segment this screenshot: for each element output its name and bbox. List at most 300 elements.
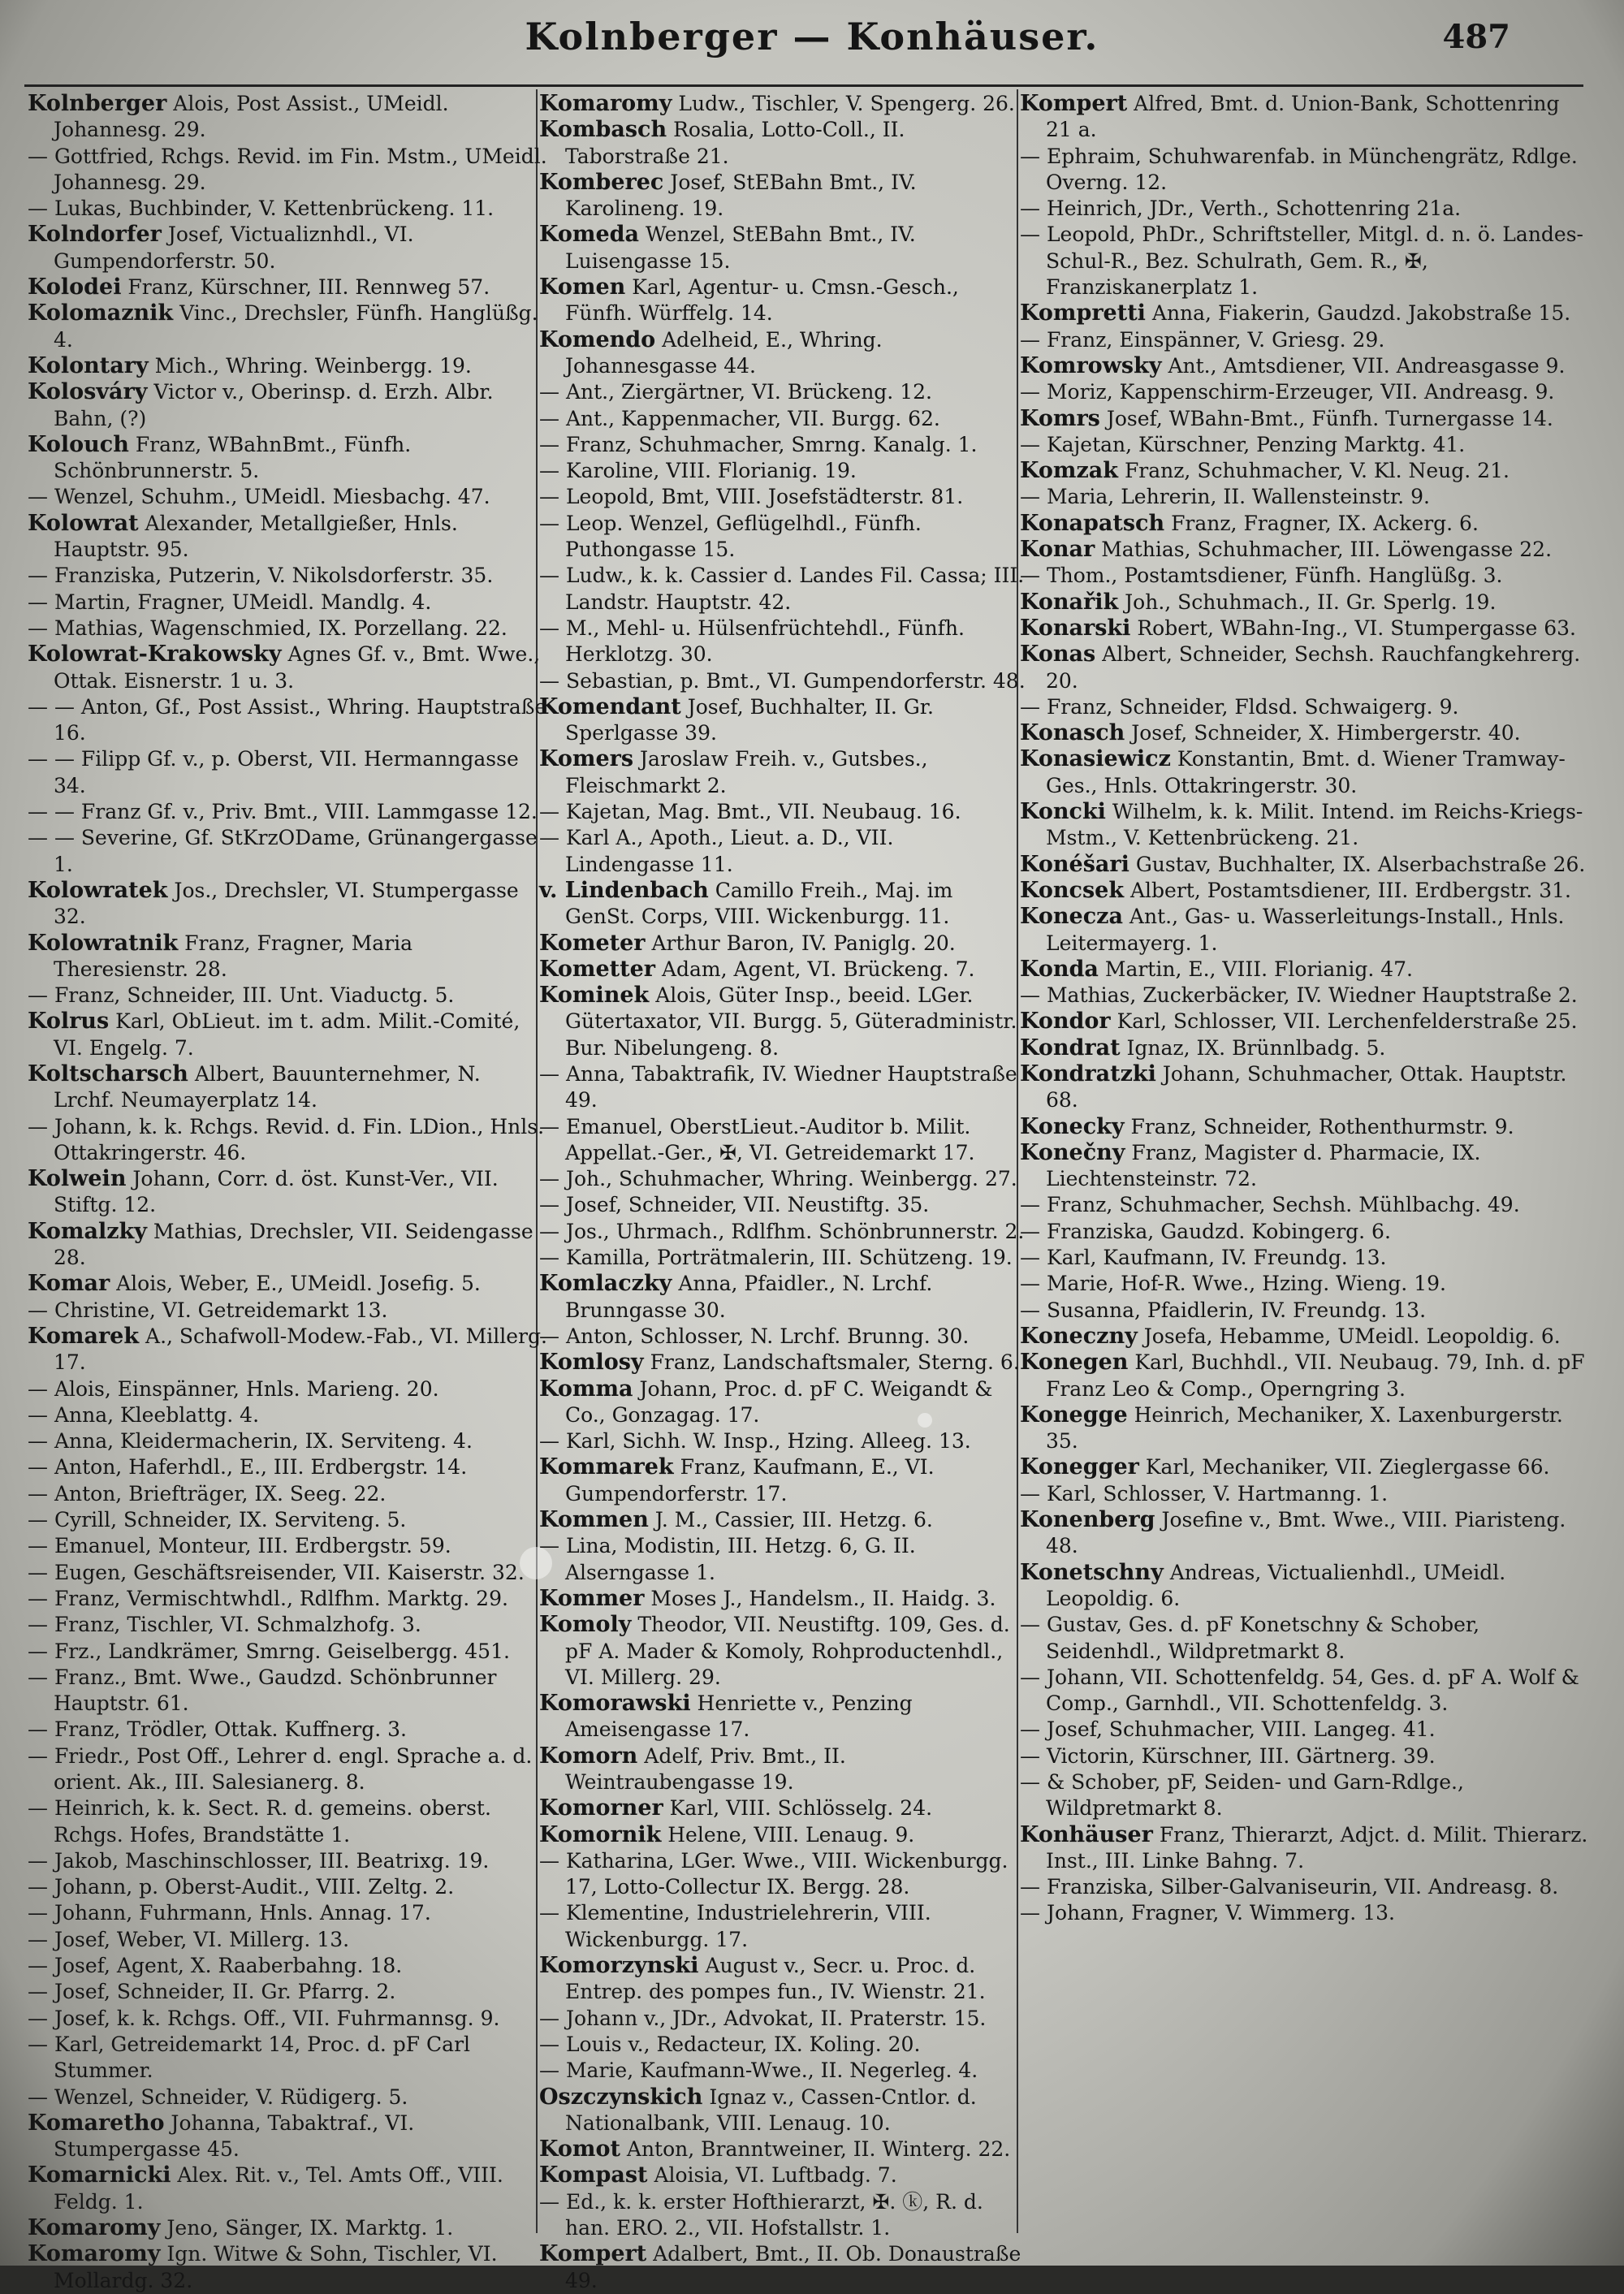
directory-entry (1020, 1219, 1588, 1245)
entry-text: — Maria, Lehrerin, II. Wallensteinstr. 9. (1020, 485, 1430, 509)
directory-entry (539, 2058, 1026, 2084)
directory-entry (1020, 852, 1588, 878)
entry-surname: Kolomaznik (28, 300, 174, 326)
entry-text: Joh., Schuhmach., II. Gr. Sperlg. 19. (1125, 590, 1497, 614)
entry-text: — Karl, Getreidemarkt 14, Proc. d. pF Carl Stummer. (28, 2032, 471, 2083)
directory-entry (28, 1717, 547, 1743)
entry-text: Albert, Bauunternehmer, N. Lrchf. Neumayerplatz 14. (54, 1061, 481, 1112)
directory-entry (1020, 1061, 1588, 1114)
entry-text: — Marie, Kaufmann-Wwe., II. Negerleg. 4. (539, 2059, 978, 2083)
entry-text: — Friedr., Post Off., Lehrer d. engl. Sprache a. d. orient. Ak., III. Salesianerg. 8. (28, 1743, 533, 1794)
entry-surname: Kolouch (28, 431, 129, 457)
entry-text: — Victorin, Kürschner, III. Gärtnerg. 39. (1020, 1743, 1436, 1768)
entry-surname: Kommarek (539, 1454, 674, 1480)
directory-entry (28, 694, 547, 747)
entry-text: — Jos., Uhrmach., Rdlfhm. Schönbrunnerstr. 2. (539, 1219, 1025, 1243)
entry-text: — Franz, Tischler, VI. Schmalzhofg. 3. (28, 1613, 421, 1637)
entry-surname: Konenberg (1020, 1507, 1155, 1533)
directory-entry (28, 2032, 547, 2084)
entry-surname: Komma (539, 1376, 633, 1402)
entry-surname: Komers (539, 746, 634, 772)
entry-text: Konstantin, Bmt. d. Wiener Tramway-Ges., Hnls. Ottakringerstr. 30. (1046, 747, 1566, 797)
directory-entry (28, 746, 547, 799)
directory-entry (28, 196, 547, 222)
entry-text: — Lukas, Buchbinder, V. Kettenbrückeng. 11. (28, 197, 495, 221)
entry-text: Alois, Güter Insp., beeid. LGer. Gütertaxator, VII. Burgg. 5, Güteradministr. Bur. Nibelungeng. 8. (565, 983, 1017, 1060)
directory-entry (1020, 1245, 1588, 1271)
directory-entry (28, 1795, 547, 1848)
directory-entry (1020, 327, 1588, 353)
entry-surname: Komoly (539, 1612, 632, 1638)
column-1 (28, 91, 547, 2292)
directory-entry (28, 878, 547, 931)
paper-stain (520, 1547, 552, 1579)
entry-text: Camillo Freih., Maj. im GenSt. Corps, VIII. Wickenburgg. 11. (565, 878, 953, 929)
directory-entry (28, 799, 547, 825)
entry-text: — Josef, Weber, VI. Millerg. 13. (28, 1927, 350, 1951)
entry-surname: Komorzynski (539, 1953, 699, 1979)
entry-text: Martin, E., VIII. Florianig. 47. (1104, 957, 1413, 981)
entry-text: — Anna, Tabaktrafik, IV. Wiedner Hauptstraße 49. (539, 1061, 1017, 1112)
entry-text: — Eugen, Geschäftsreisender, VII. Kaiserstr. 32. (28, 1560, 525, 1584)
entry-text: Wenzel, StEBahn Bmt., IV. Luisengasse 15. (565, 222, 916, 273)
entry-text: Ignaz, IX. Brünnlbadg. 5. (1126, 1035, 1386, 1060)
entry-text: — Ludw., k. k. Cassier d. Landes Fil. Cassa; III. Landstr. Hauptstr. 42. (539, 564, 1025, 614)
directory-entry (1020, 1324, 1588, 1350)
directory-entry (1020, 1114, 1588, 1140)
directory-entry (1020, 196, 1588, 222)
entry-text: Karl, Mechaniker, VII. Zieglergasse 66. (1145, 1455, 1550, 1480)
directory-entry (1020, 1769, 1588, 1822)
entry-text: — Kajetan, Kürschner, Penzing Marktg. 41. (1020, 432, 1466, 456)
directory-entry (539, 511, 1026, 564)
directory-entry (28, 1271, 547, 1297)
directory-entry (28, 2241, 547, 2294)
entry-surname: Komlaczky (539, 1271, 672, 1297)
entry-surname: Konarski (1020, 615, 1131, 641)
entry-text: — Franziska, Silber-Galvaniseurin, VII. Andreasg. 8. (1020, 1875, 1559, 1899)
entry-surname: Komzak (1020, 458, 1118, 484)
entry-text: — Josef, Schneider, II. Gr. Pfarrg. 2. (28, 1980, 396, 2004)
entry-text: Josef, Victualiznhdl., VI. Gumpendorferstr. 50. (54, 222, 414, 273)
entry-text: Franz, Schuhmacher, V. Kl. Neug. 21. (1124, 459, 1510, 483)
directory-entry (1020, 1900, 1588, 1926)
entry-text: — Ant., Ziergärtner, VI. Brückeng. 12. (539, 380, 932, 404)
entry-text: Johann, Proc. d. pF C. Weigandt & Co., Gonzagag. 17. (565, 1376, 993, 1427)
entry-text: Jaroslaw Freih. v., Gutsbes., Fleischmarkt 2. (565, 747, 928, 797)
directory-entry (1020, 300, 1588, 326)
entry-text: Alex. Rit. v., Tel. Amts Off., VIII. Feldg. 1. (54, 2163, 503, 2214)
directory-entry (28, 1953, 547, 1979)
entry-text: — Ant., Kappenmacher, VII. Burgg. 62. (539, 406, 940, 430)
entry-text: Karl, Schlosser, VII. Lerchenfelderstraße 25. (1116, 1009, 1578, 1034)
entry-text: — Emanuel, Monteur, III. Erdbergstr. 59. (28, 1534, 451, 1558)
directory-entry (28, 1166, 547, 1219)
entry-surname: Konasiewicz (1020, 746, 1171, 772)
directory-entry (1020, 1560, 1588, 1613)
directory-entry (1020, 537, 1588, 563)
directory-entry (539, 2162, 1026, 2188)
entry-surname: Komar (28, 1271, 110, 1297)
directory-entry (539, 878, 1026, 931)
directory-entry (1020, 432, 1588, 458)
entry-surname: Kolndorfer (28, 222, 162, 248)
entry-surname: Kometer (539, 930, 646, 956)
directory-entry (539, 222, 1026, 274)
entry-surname: Komendant (539, 693, 681, 719)
entry-text: — Gustav, Ges. d. pF Konetschny & Schober, Seidenhdl., Wildpretmarkt 8. (1020, 1613, 1480, 1663)
directory-entry (539, 931, 1026, 957)
page-title: Kolnberger — Konhäuser. (525, 15, 1099, 58)
directory-entry (28, 1376, 547, 1402)
directory-entry (1020, 511, 1588, 537)
entry-surname: Kondrat (1020, 1035, 1121, 1061)
entry-surname: Kolowrat (28, 510, 139, 536)
directory-entry (539, 799, 1026, 825)
entry-surname: Kommer (539, 1585, 645, 1611)
directory-entry (539, 2084, 1026, 2137)
entry-surname: Komalzky (28, 1218, 147, 1244)
entry-text: — Franz, Trödler, Ottak. Kuffnerg. 3. (28, 1717, 408, 1742)
entry-surname: Konar (1020, 537, 1095, 563)
entry-text: Ant., Gas- u. Wasserleitungs-Install., Hnls. Leitermayerg. 1. (1046, 905, 1565, 955)
entry-text: — Karl A., Apoth., Lieut. a. D., VII. Lindengasse 11. (539, 826, 894, 876)
entry-text: — Johann, Fuhrmann, Hnls. Annag. 17. (28, 1901, 431, 1925)
entry-text: Adelheid, E., Whring. Johannesgasse 44. (565, 327, 883, 378)
directory-entry (1020, 353, 1588, 379)
entry-surname: Kolnberger (28, 91, 167, 116)
entry-text: Adalbert, Bmt., II. Ob. Donaustraße 49. (565, 2242, 1021, 2292)
entry-text: — M., Mehl- u. Hülsenfrüchtehdl., Fünfh. Herklotzg. 30. (539, 616, 965, 667)
directory-entry (28, 1612, 547, 1638)
entry-text: — Marie, Hof-R. Wwe., Hzing. Wieng. 19. (1020, 1272, 1446, 1296)
directory-entry (1020, 144, 1588, 197)
entry-text: — Franz, Vermischtwhdl., Rdlfhm. Marktg. 29. (28, 1586, 508, 1610)
entry-text: — Franz, Schneider, III. Unt. Viaductg. 5. (28, 983, 455, 1008)
entry-text: — Emanuel, OberstLieut.-Auditor b. Milit. Appellat.-Ger., ✠, VI. Getreidemarkt 17. (539, 1114, 975, 1164)
entry-text: — Alois, Einspänner, Hnls. Marieng. 20. (28, 1376, 439, 1401)
entry-text: — — Severine, Gf. StKrzODame, Grünangergasse 1. (28, 826, 538, 876)
directory-entry (539, 983, 1026, 1061)
directory-entry (539, 1900, 1026, 1953)
entry-text: — Susanna, Pfaidlerin, IV. Freundg. 13. (1020, 1298, 1427, 1322)
entry-text: Robert, WBahn-Ing., VI. Stumpergasse 63. (1137, 616, 1576, 640)
directory-entry (539, 484, 1026, 510)
directory-entry (1020, 406, 1588, 432)
entry-text: Alois, Post Assist., UMeidl. Johannesg. 29. (54, 92, 449, 142)
directory-entry (539, 379, 1026, 405)
entry-text: Wilhelm, k. k. Milit. Intend. im Reichs-Kriegs-Mstm., V. Kettenbrückeng. 21. (1046, 800, 1583, 850)
entry-text: Franz, Fragner, IX. Ackerg. 6. (1171, 511, 1479, 535)
entry-text: Franz, Kaufmann, E., VI. Gumpendorferstr. 17. (565, 1455, 935, 1506)
entry-text: Josef, WBahn-Bmt., Fünfh. Turnergasse 14. (1106, 406, 1553, 430)
directory-entry (28, 590, 547, 616)
entry-surname: Kommen (539, 1507, 649, 1533)
directory-entry (28, 1927, 547, 1953)
entry-text: — Jakob, Maschinschlosser, III. Beatrixg. 19. (28, 1848, 490, 1873)
entry-text: Albert, Schneider, Sechsh. Rauchfangkehrerg. 20. (1046, 642, 1581, 693)
entry-text: — Karl, Sichh. W. Insp., Hzing. Alleeg. 13. (539, 1429, 971, 1454)
directory-entry (28, 1900, 547, 1926)
entry-text: — Josef, Schneider, VII. Neustiftg. 35. (539, 1193, 930, 1217)
entry-text: — & Schober, pF, Seiden- und Garn-Rdlge., Wildpretmarkt 8. (1020, 1770, 1464, 1821)
directory-entry (28, 1009, 547, 1061)
directory-entry (539, 957, 1026, 983)
entry-text: Ign. Witwe & Sohn, Tischler, VI. Mollardg. 32. (54, 2242, 498, 2292)
directory-entry (539, 2189, 1026, 2242)
entry-text: Albert, Postamtsdiener, III. Erdbergstr. 31. (1130, 878, 1571, 902)
directory-entry (1020, 904, 1588, 957)
directory-entry (28, 563, 547, 589)
entry-text: Alfred, Bmt. d. Union-Bank, Schottenring 21 a. (1046, 92, 1560, 142)
entry-text: Anna, Pfaidler., N. Lrchf. Brunngasse 30. (565, 1272, 933, 1322)
directory-entry (539, 274, 1026, 327)
entry-text: — Franz, Schneider, Fldsd. Schwaigerg. 9. (1020, 694, 1459, 719)
directory-entry (1020, 878, 1588, 904)
entry-text: — Johann, VII. Schottenfeldg. 54, Ges. d. pF A. Wolf & Comp., Garnhdl., VII. Schottenfeldg. 3. (1020, 1665, 1579, 1716)
entry-surname: v. Lindenbach (539, 877, 709, 903)
directory-entry (1020, 1874, 1588, 1900)
entry-text: J. M., Cassier, III. Hetzg. 6. (654, 1508, 933, 1532)
directory-entry (28, 1560, 547, 1586)
entry-surname: Konařik (1020, 589, 1119, 615)
entry-text: — Franziska, Gaudzd. Kobingerg. 6. (1020, 1219, 1391, 1243)
entry-text: A., Schafwoll-Modew.-Fab., VI. Millerg. 17. (54, 1324, 547, 1375)
directory-entry (539, 1848, 1026, 1901)
entry-text: Franz, Fragner, Maria Theresienstr. 28. (54, 931, 413, 981)
column-2 (539, 91, 1026, 2292)
directory-entry (1020, 1743, 1588, 1769)
entry-text: Henriette v., Penzing Ameisengasse 17. (565, 1691, 913, 1742)
entry-text: Arthur Baron, IV. Paniglg. 20. (651, 931, 956, 955)
directory-entry (28, 1639, 547, 1665)
entry-surname: Kolontary (28, 352, 149, 378)
entry-surname: Konečny (1020, 1139, 1125, 1165)
directory-entry (1020, 563, 1588, 589)
entry-surname: Konéšari (1020, 851, 1129, 877)
entry-text: — Johann, Fragner, V. Wimmerg. 13. (1020, 1901, 1395, 1925)
directory-entry (28, 144, 547, 197)
entry-text: Josefa, Hebamme, UMeidl. Leopoldig. 6. (1143, 1324, 1561, 1348)
directory-entry (1020, 1481, 1588, 1507)
directory-entry (1020, 1192, 1588, 1218)
directory-entry (539, 2136, 1026, 2162)
directory-entry (28, 931, 547, 983)
entry-surname: Komeda (539, 222, 640, 248)
entry-text: — Leopold, PhDr., Schriftsteller, Mitgl. d. n. ö. Landes-Schul-R., Bez. Schulrath, Gem. R., ✠, Franziskanerplatz 1. (1020, 222, 1583, 300)
directory-entry (28, 484, 547, 510)
directory-entry (539, 1428, 1026, 1454)
directory-entry (28, 511, 547, 564)
directory-entry (539, 746, 1026, 799)
entry-text: — Kajetan, Mag. Bmt., VII. Neubaug. 16. (539, 800, 961, 824)
entry-text: — Anna, Kleeblattg. 4. (28, 1402, 260, 1427)
directory-entry (28, 983, 547, 1009)
directory-entry (28, 300, 547, 353)
entry-text: Johanna, Tabaktraf., VI. Stumpergasse 45. (54, 2110, 415, 2162)
entry-text: — Leopold, Bmt, VIII. Josefstädterstr. 81. (539, 485, 964, 509)
entry-surname: Komot (539, 2136, 620, 2162)
entry-text: — Franziska, Putzerin, V. Nikolsdorferstr. 35. (28, 564, 494, 588)
entry-surname: Komrs (1020, 405, 1100, 431)
directory-entry (28, 1979, 547, 2005)
entry-text: Franz, Schneider, Rothenthurmstr. 9. (1130, 1114, 1514, 1138)
directory-entry (1020, 1009, 1588, 1035)
entry-text: Alois, Weber, E., UMeidl. Josefig. 5. (116, 1272, 481, 1296)
entry-text: Agnes Gf. v., Bmt. Wwe., Ottak. Eisnerstr. 1 u. 3. (54, 642, 541, 693)
entry-surname: Kominek (539, 983, 650, 1009)
entry-text: — Franz, Schuhmacher, Sechsh. Mühlbachg. 49. (1020, 1193, 1520, 1217)
entry-text: Franz, Thierarzt, Adjct. d. Milit. Thierarz. Inst., III. Linke Bahng. 7. (1046, 1822, 1588, 1873)
entry-text: Rosalia, Lotto-Coll., II. Taborstraße 21. (565, 118, 905, 168)
entry-text: — Frz., Landkrämer, Smrng. Geiselbergg. 451. (28, 1639, 510, 1663)
directory-entry (1020, 379, 1588, 405)
header-rule (24, 84, 1583, 87)
entry-surname: Komornik (539, 1821, 662, 1847)
directory-entry (28, 1848, 547, 1874)
directory-entry (28, 1533, 547, 1559)
entry-text: Aloisia, VI. Luftbadg. 7. (654, 2163, 897, 2188)
entry-text: — Johann v., JDr., Advokat, II. Praterstr. 15. (539, 2006, 987, 2030)
entry-surname: Kompast (539, 2162, 648, 2188)
directory-entry (28, 222, 547, 274)
directory-entry (1020, 1717, 1588, 1743)
entry-text: Johann, Schuhmacher, Ottak. Hauptstr. 68. (1046, 1061, 1567, 1112)
directory-entry (28, 2215, 547, 2241)
entry-text: Heinrich, Mechaniker, X. Laxenburgerstr. 35. (1046, 1402, 1563, 1454)
directory-entry (1020, 1454, 1588, 1480)
page-number: 487 (1442, 18, 1510, 56)
directory-entry (539, 1061, 1026, 1114)
entry-text: — — Anton, Gf., Post Assist., Whring. Hauptstraße 16. (28, 694, 547, 745)
directory-entry (28, 2162, 547, 2215)
entry-surname: Kolosváry (28, 379, 148, 405)
directory-entry (28, 91, 547, 144)
entry-text: — Anton, Schlosser, N. Lrchf. Brunng. 30. (539, 1324, 970, 1348)
entry-surname: Konegger (1020, 1454, 1139, 1480)
entry-text: Josef, StEBahn Bmt., IV. Karolineng. 19. (565, 170, 917, 221)
entry-text: Josef, Buchhalter, II. Gr. Sperlgasse 39. (565, 694, 934, 745)
directory-entry (28, 616, 547, 642)
entry-text: Anton, Branntweiner, II. Winterg. 22. (626, 2137, 1011, 2162)
entry-text: Victor v., Oberinsp. d. Erzh. Albr. Bahn, (?) (54, 380, 494, 430)
entry-text: Ludw., Tischler, V. Spengerg. 26. (678, 92, 1015, 115)
directory-entry (539, 117, 1026, 170)
entry-text: — Karl, Schlosser, V. Hartmanng. 1. (1020, 1481, 1389, 1506)
directory-entry (1020, 91, 1588, 144)
directory-entry (1020, 1035, 1588, 1061)
directory-entry (539, 1114, 1026, 1167)
entry-text: Jos., Drechsler, VI. Stumpergasse 32. (54, 878, 519, 929)
entry-text: Karl, Buchhdl., VII. Neubaug. 79, Inh. d. pF Franz Leo & Comp., Operngring 3. (1046, 1350, 1585, 1401)
entry-text: Josef, Schneider, X. Himbergerstr. 40. (1131, 721, 1521, 745)
entry-text: Karl, ObLieut. im t. adm. Milit.-Comité, VI. Engelg. 7. (54, 1009, 520, 1060)
directory-entry (539, 1454, 1026, 1507)
directory-entry (1020, 983, 1588, 1009)
entry-text: — Wenzel, Schneider, V. Rüdigerg. 5. (28, 2084, 408, 2109)
entry-text: Helene, VIII. Lenaug. 9. (667, 1822, 915, 1847)
entry-text: — Louis v., Redacteur, IX. Koling. 20. (539, 2032, 921, 2056)
directory-entry (539, 91, 1026, 117)
entry-text: — Mathias, Wagenschmied, IX. Porzellang. 22. (28, 616, 508, 640)
entry-text: — Anton, Haferhdl., E., III. Erdbergstr. 14. (28, 1455, 468, 1480)
entry-surname: Komorner (539, 1795, 663, 1821)
entry-surname: Kometter (539, 956, 655, 982)
entry-text: — Anton, Briefträger, IX. Seeg. 22. (28, 1481, 387, 1506)
entry-text: — Joh., Schuhmacher, Whring. Weinbergg. 27. (539, 1167, 1017, 1191)
directory-entry (1020, 1822, 1588, 1875)
entry-text: — Cyrill, Schneider, IX. Serviteng. 5. (28, 1508, 407, 1532)
entry-text: — Sebastian, p. Bmt., VI. Gumpendorferstr. 48. (539, 668, 1026, 693)
entry-surname: Kombasch (539, 117, 667, 143)
directory-entry (28, 1874, 547, 1900)
entry-text: Adam, Agent, VI. Brückeng. 7. (661, 957, 975, 981)
entry-text: Gustav, Buchhalter, IX. Alserbachstraße 26. (1135, 852, 1586, 876)
directory-entry (28, 432, 547, 485)
entry-surname: Komaromy (539, 91, 672, 116)
directory-entry (539, 1822, 1026, 1848)
directory-entry (539, 406, 1026, 432)
directory-entry (539, 432, 1026, 458)
directory-entry (28, 1298, 547, 1324)
directory-entry (539, 1219, 1026, 1245)
directory-entry (28, 1665, 547, 1717)
entry-text: Alexander, Metallgießer, Hnls. Hauptstr. 95. (54, 511, 458, 562)
directory-entry (28, 1428, 547, 1454)
entry-surname: Koncsek (1020, 877, 1125, 903)
entry-surname: Konegge (1020, 1402, 1128, 1428)
entry-text: Karl, VIII. Schlösselg. 24. (669, 1796, 933, 1821)
directory-entry (539, 1586, 1026, 1612)
entry-surname: Komarek (28, 1323, 140, 1349)
directory-entry (1020, 799, 1588, 852)
directory-entry (1020, 1298, 1588, 1324)
directory-entry (1020, 1507, 1588, 1560)
directory-entry (1020, 1612, 1588, 1665)
directory-entry (1020, 720, 1588, 746)
entry-surname: Kolrus (28, 1009, 110, 1035)
entry-surname: Kolowratnik (28, 930, 179, 956)
entry-surname: Kompert (539, 2241, 647, 2267)
entry-text: Mathias, Schuhmacher, III. Löwengasse 22. (1101, 538, 1553, 562)
entry-text: — Kamilla, Porträtmalerin, III. Schützeng. 19. (539, 1246, 1013, 1270)
directory-entry (539, 1271, 1026, 1324)
entry-text: — Heinrich, k. k. Sect. R. d. gemeins. oberst. Rchgs. Hofes, Brandstätte 1. (28, 1796, 491, 1847)
directory-entry (28, 1743, 547, 1796)
entry-text: August v., Secr. u. Proc. d. Entrep. des pompes fun., IV. Wienstr. 21. (565, 1954, 986, 2004)
entry-text: — Josef, Schuhmacher, VIII. Langeg. 41. (1020, 1717, 1436, 1742)
directory-entry (1020, 694, 1588, 720)
directory-entry (1020, 1140, 1588, 1193)
directory-entry (539, 1376, 1026, 1429)
entry-text: — Christine, VI. Getreidemarkt 13. (28, 1298, 388, 1322)
entry-surname: Konapatsch (1020, 510, 1165, 536)
entry-text: — Franz, Einspänner, V. Griesg. 29. (1020, 327, 1385, 352)
entry-text: Johann, Corr. d. öst. Kunst-Ver., VII. Stiftg. 12. (54, 1167, 499, 1217)
entry-text: Mich., Whring. Weinbergg. 19. (154, 353, 472, 378)
entry-surname: Konas (1020, 642, 1096, 667)
directory-entry (539, 825, 1026, 878)
entry-text: — Moriz, Kappenschirm-Erzeuger, VII. Andreasg. 9. (1020, 380, 1555, 404)
entry-surname: Komarnicki (28, 2162, 171, 2188)
entry-surname: Komorawski (539, 1691, 691, 1717)
entry-surname: Kolowratek (28, 877, 168, 903)
directory-entry (28, 353, 547, 379)
entry-text: — Wenzel, Schuhm., UMeidl. Miesbachg. 47. (28, 485, 490, 509)
entry-text: — Franz., Bmt. Wwe., Gaudzd. Schönbrunner Hauptstr. 61. (28, 1665, 497, 1716)
directory-entry (1020, 616, 1588, 642)
directory-entry (539, 1350, 1026, 1376)
